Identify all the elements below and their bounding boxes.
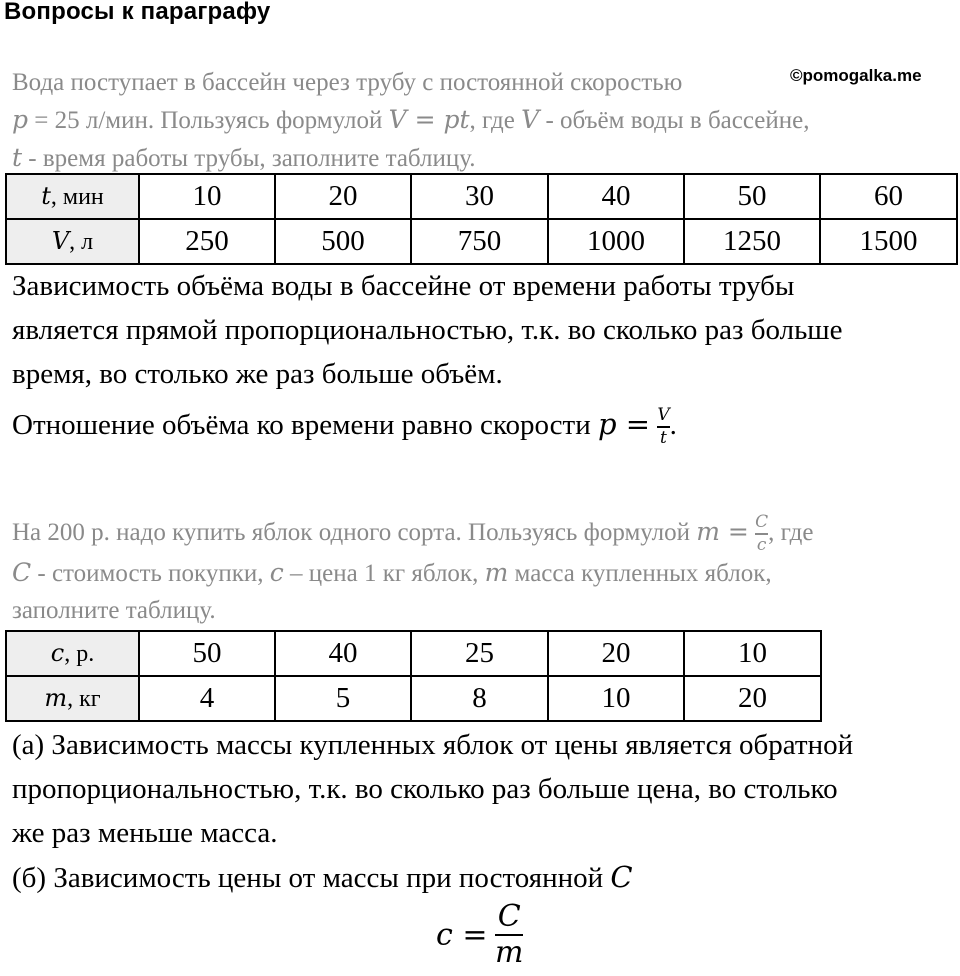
answer1-line1: Зависимость объёма воды в бассейне от времени работы трубы: [12, 270, 795, 302]
answer1-line2: является прямой пропорциональностью, т.к. во сколько раз больше: [12, 314, 843, 346]
page-title: Вопросы к параграфу: [4, 0, 271, 25]
task2-line1: На 200 р. надо купить яблок одного сорта. Пользуясь формулой m = $\frac{C}{c}$ , где: [12, 512, 814, 556]
answer2-line2: пропорциональностью, т.к. во сколько раз больше цена, во столько: [12, 773, 838, 805]
answer2-text: [12, 723, 952, 900]
fraction-C-over-c: $\frac{C}{c}$: [755, 512, 769, 556]
table-cell: 250: [139, 219, 275, 264]
table-cell: 500: [275, 219, 411, 264]
task1-text: [12, 64, 952, 177]
table-row: [6, 219, 957, 264]
task2-line2: C - стоимость покупки, c – цена 1 кг яблок, m масса купленных яблок,: [12, 558, 772, 588]
table-cell: 1250: [684, 219, 820, 264]
watermark-credit: ©pomogalka.me: [790, 66, 922, 85]
table-row: [6, 174, 957, 219]
table-cell: 40: [548, 174, 684, 219]
table-price-mass: [5, 630, 822, 722]
answer1-line4: Отношение объёма ко времени равно скорости p = $\frac{V}{t}$ .: [12, 405, 677, 449]
task2-text: [12, 513, 952, 629]
fraction-C-over-m: $\frac{C}{m}$: [494, 899, 524, 970]
formula-c-equals-C-over-m: c = $\frac{C}{m}$: [436, 899, 524, 970]
fraction-v-over-t: $\frac{V}{t}$: [657, 405, 670, 449]
table-cell: 10: [684, 631, 821, 676]
table-cell: 10: [139, 174, 275, 219]
row-header-volume: V, л: [6, 219, 139, 264]
table-time-volume: [5, 173, 958, 265]
table-cell: 1000: [548, 219, 684, 264]
table-cell: 30: [411, 174, 548, 219]
table-cell: 20: [275, 174, 411, 219]
table-cell: 50: [139, 631, 275, 676]
table-cell: 8: [411, 676, 548, 721]
task1-line2: p = 25 л/мин. Пользуясь формулой V = pt, где V - объём воды в бассейне,: [12, 105, 810, 134]
table-cell: 20: [548, 631, 684, 676]
answer2-line3: же раз меньше масса.: [12, 817, 278, 849]
answer2-line4: (б) Зависимость цены от массы при постоянной C: [12, 860, 633, 894]
table-cell: 25: [411, 631, 548, 676]
answer1-line3: время, во столько же раз больше объём.: [12, 358, 503, 390]
table-cell: 1500: [820, 219, 957, 264]
task2-line3: заполните таблицу.: [12, 597, 216, 625]
task1-line1: Вода поступает в бассейн через трубу с постоянной скоростью: [12, 69, 683, 96]
task1-line3: t - время работы трубы, заполните таблицу.: [12, 143, 476, 172]
row-header-mass: m, кг: [6, 676, 139, 721]
table-cell: 20: [684, 676, 821, 721]
row-header-price: c, р.: [6, 631, 139, 676]
table-cell: 5: [275, 676, 411, 721]
table-cell: 60: [820, 174, 957, 219]
row-header-time: t, мин: [6, 174, 139, 219]
table-cell: 750: [411, 219, 548, 264]
table-row: [6, 631, 821, 676]
table-cell: 4: [139, 676, 275, 721]
answer1-text: [12, 264, 952, 447]
table-row: [6, 676, 821, 721]
answer2-line1: (а) Зависимость массы купленных яблок от цены является обратной: [12, 729, 854, 761]
table-cell: 10: [548, 676, 684, 721]
table-cell: 50: [684, 174, 820, 219]
table-cell: 40: [275, 631, 411, 676]
